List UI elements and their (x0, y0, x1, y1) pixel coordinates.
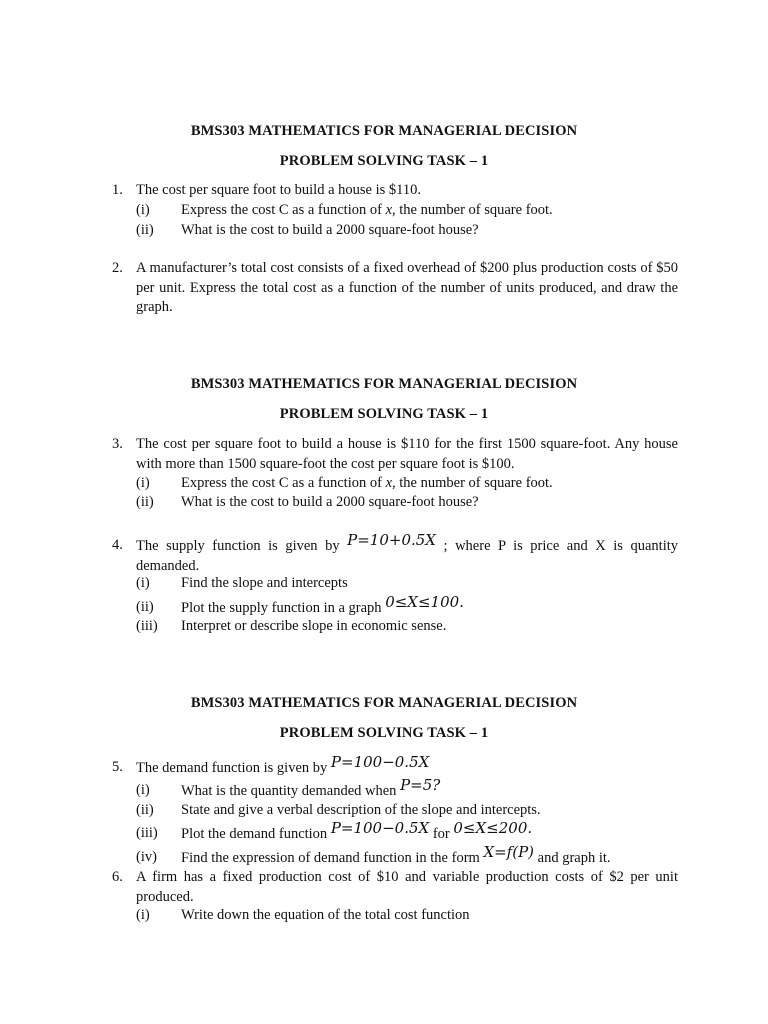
task-title-1: PROBLEM SOLVING TASK – 1 (279, 153, 489, 169)
question-3-part-ii (136, 493, 676, 513)
part-label: (i) (136, 202, 150, 218)
part-label: (iii) (136, 618, 158, 634)
part-label: (ii) (136, 802, 154, 818)
part-label: (ii) (136, 599, 154, 615)
question-4-part-iii (136, 617, 676, 637)
question-1-part-ii (136, 221, 676, 241)
question-text: The supply function is given by (136, 538, 348, 554)
domain-inequality: 0≤X≤200. (453, 819, 533, 837)
part-text: Find the slope and intercepts (181, 575, 348, 591)
part-label: (i) (136, 575, 150, 591)
part-text-cont: , the number of square foot. (392, 202, 553, 218)
part-text: What is the cost to build a 2000 square-foot house? (181, 222, 479, 238)
demand-equation: P=100−0.5X (330, 819, 430, 837)
inverse-function: X=f(P) (483, 843, 535, 861)
part-text: Plot the supply function in a graph (181, 600, 386, 616)
part-text-cont: and graph it. (534, 850, 611, 866)
question-text: A firm has a fixed production cost of $10 and variable production costs of $2 per unit produced. (136, 869, 678, 905)
question-number: 1. (112, 182, 123, 198)
part-text: Interpret or describe slope in economic sense. (181, 618, 447, 634)
variable-x: x (385, 202, 393, 218)
part-label: (ii) (136, 222, 154, 238)
part-label: (ii) (136, 494, 154, 510)
question-5-part-i (136, 776, 676, 802)
question-text: A manufacturer’s total cost consists of a fixed overhead of $200 plus production costs of $50 per unit. Express the total cost as a function of the number of units produced, and draw the graph. (136, 260, 678, 315)
question-5-part-iv (136, 843, 676, 869)
part-text: Find the expression of demand function in the form (181, 850, 484, 866)
demand-equation: P=100−0.5X (330, 753, 430, 771)
question-5 (112, 753, 678, 779)
part-text: Plot the demand function (181, 826, 331, 842)
domain-inequality: 0≤X≤100. (385, 593, 464, 611)
task-title-2: PROBLEM SOLVING TASK – 1 (279, 406, 489, 422)
question-number: 6. (112, 869, 123, 885)
part-text: Express the cost C as a function of (181, 475, 386, 491)
question-text: The demand function is given by (136, 760, 331, 776)
part-text: Express the cost C as a function of (181, 202, 386, 218)
price-value: P=5? (400, 776, 441, 794)
question-3-part-i (136, 474, 676, 494)
question-1-part-i (136, 201, 676, 221)
part-text: State and give a verbal description of the slope and intercepts. (181, 802, 541, 818)
part-text-cont: , the number of square foot. (392, 475, 553, 491)
part-text-for: for (429, 826, 454, 842)
part-label: (i) (136, 475, 150, 491)
question-text: The cost per square foot to build a house is $110 for the first 1500 square-foot. Any house with more than 1500 square-foot the cost per square foot is $100. (136, 436, 678, 472)
question-2 (112, 259, 678, 318)
course-header-2: BMS303 MATHEMATICS FOR MANAGERIAL DECISION (190, 376, 578, 392)
course-header-1: BMS303 MATHEMATICS FOR MANAGERIAL DECISION (190, 123, 578, 139)
variable-x: x (385, 475, 393, 491)
part-label: (iv) (136, 849, 157, 865)
part-label: (i) (136, 907, 150, 923)
course-header-3: BMS303 MATHEMATICS FOR MANAGERIAL DECISION (190, 695, 578, 711)
part-label: (iii) (136, 825, 158, 841)
part-text: Write down the equation of the total cost function (181, 907, 470, 923)
part-text: What is the cost to build a 2000 square-foot house? (181, 494, 479, 510)
question-4 (112, 531, 679, 576)
task-title-3: PROBLEM SOLVING TASK – 1 (279, 725, 489, 741)
part-text: What is the quantity demanded when (181, 783, 401, 799)
question-4-part-ii (136, 593, 676, 619)
question-text: The cost per square foot to build a house is $110. (136, 182, 421, 198)
question-4-part-i (136, 574, 676, 594)
question-1 (112, 181, 678, 201)
question-number: 4. (112, 537, 123, 553)
question-text-cont: ; where P is price and X is quantity demanded. (136, 538, 679, 574)
part-label: (i) (136, 782, 150, 798)
question-number: 2. (112, 260, 123, 276)
question-5-part-ii (136, 801, 676, 821)
question-5-part-iii (136, 819, 676, 845)
question-6-part-i (136, 906, 676, 926)
question-number: 5. (112, 759, 123, 775)
supply-equation: P=10+0.5X (347, 531, 436, 549)
question-number: 3. (112, 436, 123, 452)
question-6 (112, 868, 678, 907)
question-3 (112, 435, 678, 474)
